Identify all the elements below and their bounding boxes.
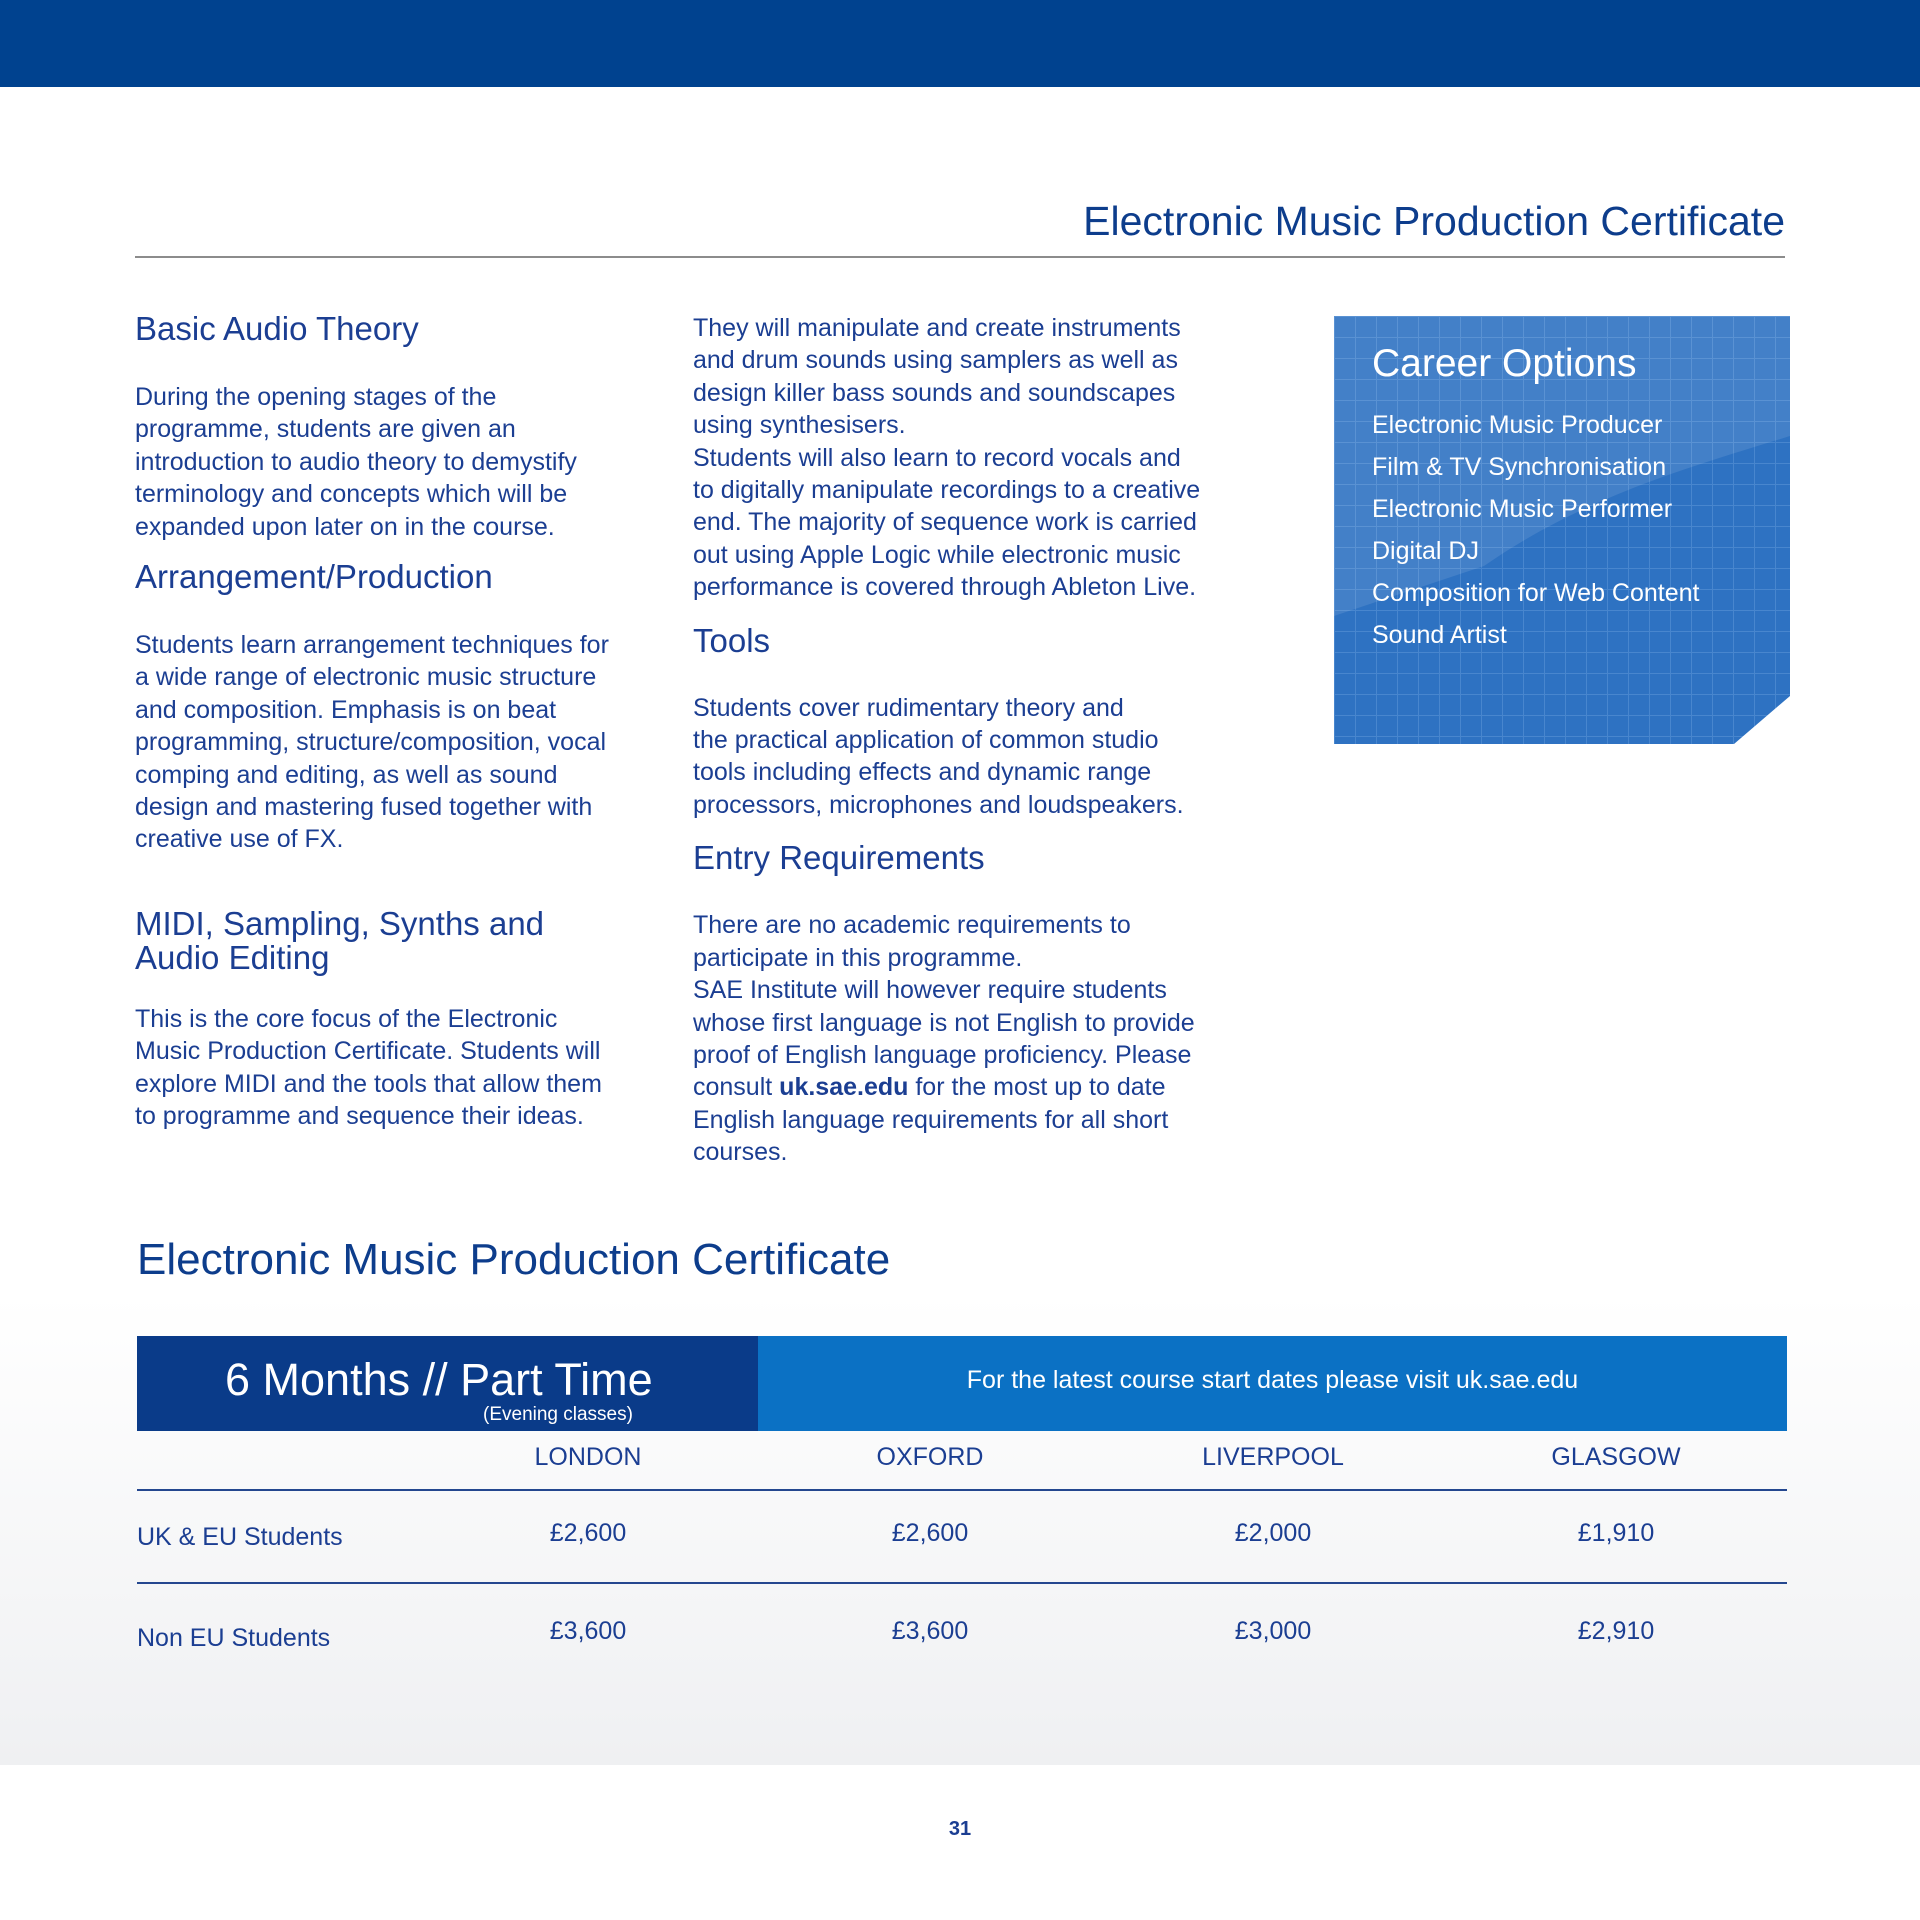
table-rule (137, 1489, 1787, 1491)
column-header-liverpool: LIVERPOOL (1202, 1443, 1344, 1471)
price-cell: £3,000 (1234, 1617, 1312, 1645)
top-banner-bar (0, 0, 1920, 87)
section-text-midi-continued: They will manipulate and create instruments and drum sounds using samplers as well as design killer bass sounds and soundscapes using synthesisers. Students will also learn to record vocals and to digitally manipulate recordings to a creative end. The majority of sequence work is carried out using Apple Logic while electronic music performance is covered through Ableton Live. (693, 314, 1201, 602)
title-divider (135, 256, 1785, 258)
career-item: Composition for Web Content (1372, 579, 1700, 607)
section-heading-entry-requirements: Entry Requirements (693, 839, 985, 877)
section-text-basic-audio-theory: During the opening stages of the programme, students are given an introduction to audio theory to demystify terminology and concepts which will be expanded upon later on in the course. (135, 383, 577, 541)
duration-note: (Evening classes) (483, 1404, 633, 1425)
career-item: Electronic Music Producer (1372, 411, 1663, 439)
career-options-title: Career Options (1372, 342, 1637, 385)
section-heading-tools: Tools (693, 621, 771, 659)
entry-text-part1: There are no academic requirements to participate in this programme. SAE Institute will however require students whose first language is not English to provide proof of English language proficiency. Please consult (693, 911, 1195, 1102)
pricing-section-title: Electronic Music Production Certificate (137, 1235, 891, 1284)
dates-banner (758, 1336, 1787, 1431)
career-item: Electronic Music Performer (1372, 495, 1673, 523)
dates-note: For the latest course start dates please visit uk.sae.edu (966, 1366, 1579, 1394)
middle-column (693, 312, 1253, 1169)
price-cell: £2,600 (549, 1519, 627, 1547)
sae-website-link[interactable]: uk.sae.edu (779, 1073, 909, 1102)
section-text-entry-requirements (693, 909, 1253, 1168)
price-cell: £2,000 (1234, 1519, 1312, 1547)
column-header-london: LONDON (534, 1443, 642, 1471)
page-title: Electronic Music Production Certificate (1083, 198, 1785, 244)
row-label-uk-eu: UK & EU Students (137, 1523, 343, 1551)
page-number: 31 (948, 1818, 972, 1840)
price-cell: £3,600 (891, 1617, 969, 1645)
career-item: Digital DJ (1372, 537, 1479, 565)
section-heading-midi: MIDI, Sampling, Synths and Audio Editing (135, 904, 545, 976)
section-text-arrangement: Students learn arrangement techniques for a wide range of electronic music structure and composition. Emphasis is on beat programming, structure/composition, vocal comping and editing, as well as sound design and mastering fused together with creative use of FX. (135, 631, 609, 854)
section-text-midi: This is the core focus of the Electronic Music Production Certificate. Students will explore MIDI and the tools that allow them to programme and sequence their ideas. (135, 1004, 602, 1131)
entry-text-part2: for the most up to date English language requirements for all short courses. (693, 1073, 1169, 1167)
career-item: Film & TV Synchronisation (1372, 453, 1667, 481)
table-rule (137, 1582, 1787, 1584)
price-cell: £2,600 (891, 1519, 969, 1547)
section-heading-basic-audio-theory: Basic Audio Theory (135, 310, 419, 347)
column-header-oxford: OXFORD (876, 1443, 984, 1471)
career-item: Sound Artist (1372, 621, 1507, 649)
section-heading-arrangement: Arrangement/Production (135, 558, 493, 596)
column-header-glasgow: GLASGOW (1551, 1443, 1681, 1471)
row-label-non-eu: Non EU Students (137, 1624, 331, 1652)
left-column (135, 312, 635, 1133)
career-options-list (1372, 404, 1699, 656)
price-cell: £2,910 (1577, 1617, 1655, 1645)
price-cell: £3,600 (549, 1617, 627, 1645)
section-text-tools: Students cover rudimentary theory and the practical application of common studio tools including effects and dynamic range processors, microphones and loudspeakers. (693, 693, 1184, 819)
career-options-box (1334, 316, 1790, 744)
duration-label: 6 Months // Part Time (225, 1354, 653, 1405)
duration-banner (137, 1336, 758, 1431)
price-cell: £1,910 (1577, 1519, 1655, 1547)
